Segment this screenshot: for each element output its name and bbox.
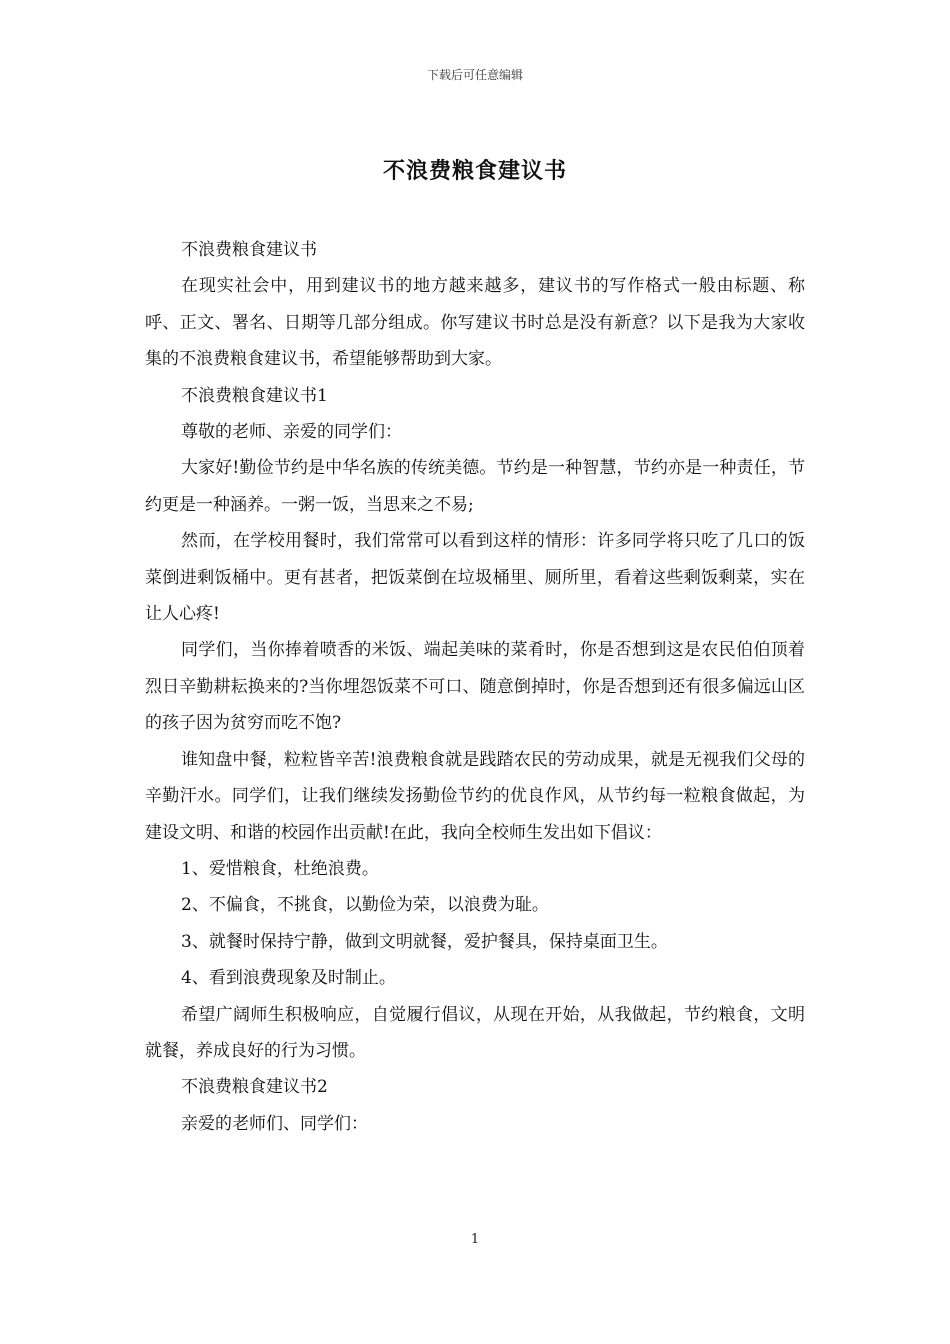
list-item: 1、爱惜粮食，杜绝浪费。: [181, 858, 379, 879]
salutation-1: 尊敬的老师、亲爱的同学们：: [181, 422, 402, 443]
list-item: 2、不偏食，不挑食，以勤俭为荣，以浪费为耻。: [181, 895, 549, 916]
page-number: 1: [470, 1232, 480, 1247]
paragraph-body: 同学们，当你捧着喷香的米饭、端起美味的菜肴时，你是否想到这是农民伯伯顶着烈日辛勤耕耘换来的?当你埋怨饭菜不可口、随意倒掉时，你是否想到还有很多偏远山区的孩子因为贫穷而吃不饱?: [145, 640, 805, 734]
paragraph-intro: 在现实社会中，用到建议书的地方越来越多，建议书的写作格式一般由标题、称呼、正文、署名、日期等几部分组成。你写建议书时总是没有新意？以下是我为大家收集的不浪费粮食建议书，希望能够帮助到大家。: [145, 276, 805, 370]
document-body: [145, 232, 805, 1142]
paragraph-body: 然而，在学校用餐时，我们常常可以看到这样的情形：许多同学将只吃了几口的饭菜倒进剩饭桶中。更有甚者，把饭菜倒在垃圾桶里、厕所里，看着这些剩饭剩菜，实在让人心疼!: [145, 531, 805, 625]
document-title: 不浪费粮食建议书: [382, 159, 567, 184]
paragraph-body: 大家好!勤俭节约是中华名族的传统美德。节约是一种智慧，节约亦是一种责任，节约更是一种涵养。一粥一饭，当思来之不易;: [145, 458, 805, 515]
header-note: 下载后可任意编辑: [426, 68, 523, 82]
salutation-2: 亲爱的老师们、同学们：: [181, 1113, 368, 1134]
section-heading-1: 不浪费粮食建议书1: [181, 385, 328, 406]
list-item: 4、看到浪费现象及时制止。: [181, 968, 396, 989]
paragraph-body: 谁知盘中餐，粒粒皆辛苦!浪费粮食就是践踏农民的劳动成果，就是无视我们父母的辛勤汗水。同学们，让我们继续发扬勤俭节约的优良作风，从节约每一粒粮食做起，为建设文明、和谐的校园作出贡献!在此，我向全校师生发出如下倡议：: [145, 749, 805, 843]
paragraph-body: 希望广阔师生积极响应，自觉履行倡议，从现在开始，从我做起，节约粮食，文明就餐，养成良好的行为习惯。: [145, 1004, 805, 1061]
list-item: 3、就餐时保持宁静，做到文明就餐，爱护餐具，保持桌面卫生。: [181, 931, 668, 952]
paragraph-subtitle: 不浪费粮食建议书: [181, 240, 317, 260]
section-heading-2: 不浪费粮食建议书2: [181, 1077, 328, 1098]
